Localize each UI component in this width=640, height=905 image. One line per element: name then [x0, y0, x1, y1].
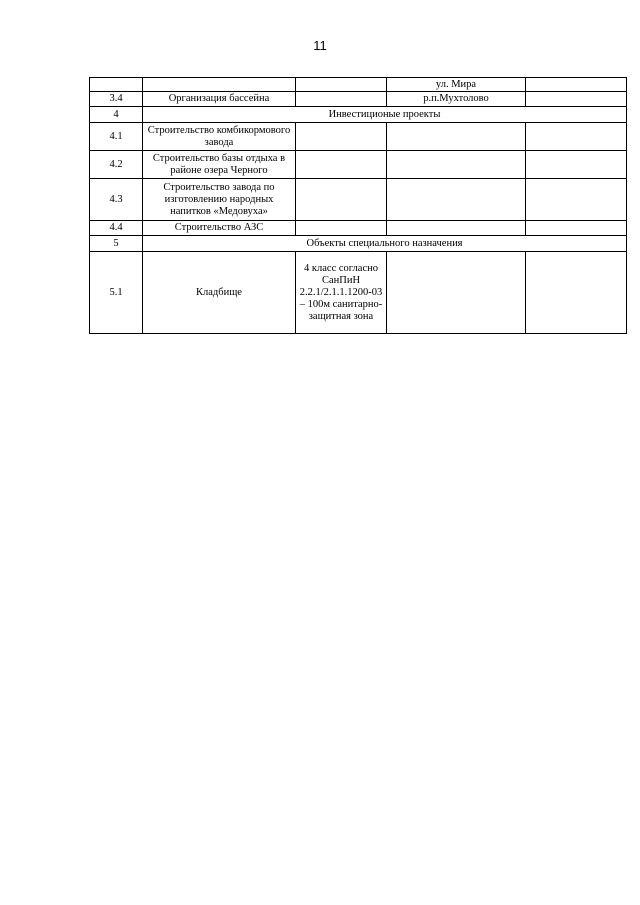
object-name-cell: Организация бассейна	[143, 92, 296, 107]
characteristics-cell	[296, 123, 387, 151]
location-cell: ул. Мира	[387, 78, 526, 92]
location-cell	[387, 252, 526, 334]
objects-table	[89, 77, 627, 334]
characteristics-cell: 4 класс согласно СанПиН 2.2.1/2.1.1.1200-03 – 100м санитарно-защитная зона	[296, 252, 387, 334]
object-name-cell: Строительство комбикормового завода	[143, 123, 296, 151]
row-number-cell: 3.4	[90, 92, 143, 107]
characteristics-cell	[296, 179, 387, 221]
page-number: 11	[313, 38, 327, 53]
row-number-cell: 5.1	[90, 252, 143, 334]
table-row	[90, 252, 627, 334]
location-cell	[387, 221, 526, 236]
table-row	[90, 123, 627, 151]
row-number-cell: 4.1	[90, 123, 143, 151]
characteristics-cell	[296, 92, 387, 107]
object-name-cell: Строительство базы отдыха в районе озера Черного	[143, 151, 296, 179]
location-cell: р.п.Мухтолово	[387, 92, 526, 107]
characteristics-cell	[296, 78, 387, 92]
table-row	[90, 221, 627, 236]
object-name-cell: Строительство АЗС	[143, 221, 296, 236]
characteristics-cell	[296, 151, 387, 179]
section-number-cell: 4	[90, 107, 143, 123]
notes-cell	[526, 78, 627, 92]
section-number-cell: 5	[90, 236, 143, 252]
object-name-cell: Кладбище	[143, 252, 296, 334]
section-row	[90, 107, 627, 123]
notes-cell	[526, 221, 627, 236]
location-cell	[387, 151, 526, 179]
object-name-cell	[143, 78, 296, 92]
characteristics-cell	[296, 221, 387, 236]
section-row	[90, 236, 627, 252]
section-title-cell: Инвестиционые проекты	[143, 107, 627, 123]
table-row	[90, 92, 627, 107]
notes-cell	[526, 123, 627, 151]
row-number-cell: 4.2	[90, 151, 143, 179]
notes-cell	[526, 151, 627, 179]
notes-cell	[526, 179, 627, 221]
row-number-cell	[90, 78, 143, 92]
row-number-cell: 4.3	[90, 179, 143, 221]
location-cell	[387, 179, 526, 221]
object-name-cell: Строительство завода по изготовлению народных напитков «Медовуха»	[143, 179, 296, 221]
notes-cell	[526, 252, 627, 334]
table-row	[90, 78, 627, 92]
section-title-cell: Объекты специального назначения	[143, 236, 627, 252]
location-cell	[387, 123, 526, 151]
table-row	[90, 151, 627, 179]
row-number-cell: 4.4	[90, 221, 143, 236]
table-row	[90, 179, 627, 221]
notes-cell	[526, 92, 627, 107]
